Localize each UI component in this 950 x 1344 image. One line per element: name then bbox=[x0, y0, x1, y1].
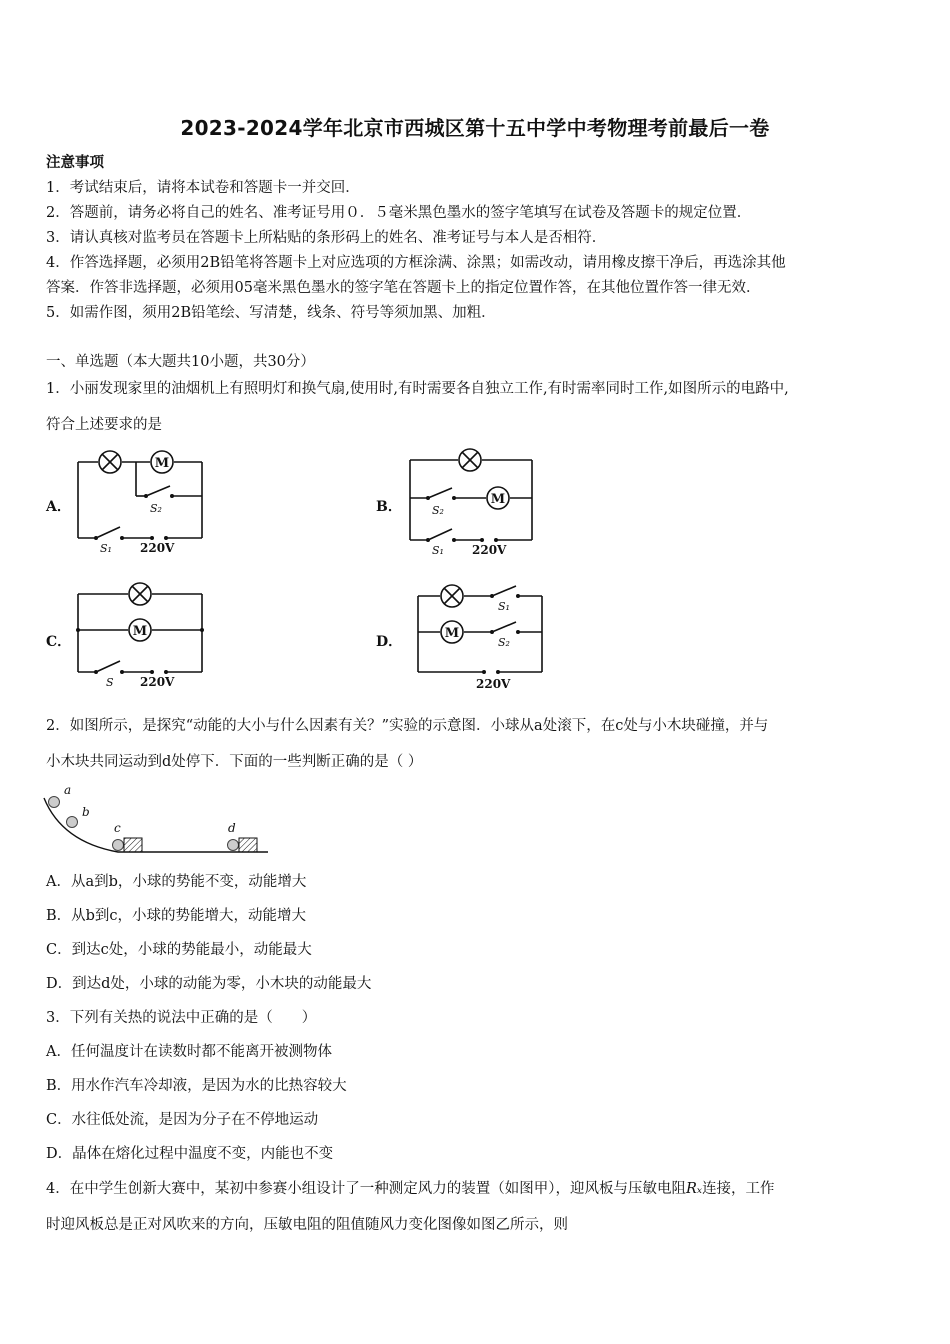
notice-item: 2．答题前，请务必将自己的姓名、准考证号用０．５毫米黑色墨水的签字笔填写在试卷及答题卡的规定位置． bbox=[46, 205, 752, 221]
switch-s2-label: S₂ bbox=[150, 502, 162, 515]
voltage-label: 220V bbox=[476, 677, 511, 691]
q1-option-b-label: B． bbox=[376, 499, 402, 515]
circuit-a-diagram bbox=[70, 444, 210, 558]
q3-stem: 3．下列有关热的说法中正确的是（ ） bbox=[46, 1010, 317, 1026]
switch-s2-label: S₂ bbox=[432, 504, 444, 517]
q4-stem bbox=[46, 1177, 775, 1198]
motor-label: M bbox=[132, 624, 148, 639]
q4-stem-part1: 4．在中学生创新大赛中，某初中参赛小组设计了一种测定风力的装置（如图甲），迎风板与压敏电阻 bbox=[46, 1181, 686, 1197]
q2-option-b: B．从b到c，小球的势能增大，动能增大 bbox=[46, 908, 307, 924]
q4-stem-cont: 时迎风板总是正对风吹来的方向，压敏电阻的阻值随风力变化图像如图乙所示，则 bbox=[46, 1217, 568, 1233]
notice-item: 3．请认真核对监考员在答题卡上所粘贴的条形码上的姓名、准考证号与本人是否相符． bbox=[46, 230, 607, 246]
q2-stem-cont: 小木块共同运动到d处停下．下面的一些判断正确的是（ ） bbox=[46, 754, 423, 770]
label-b: b bbox=[82, 805, 90, 819]
q4-stem-part2: 连接，工作 bbox=[702, 1181, 775, 1197]
notice-item: 1．考试结束后，请将本试卷和答题卡一并交回． bbox=[46, 180, 360, 196]
switch-s1-label: S₁ bbox=[432, 544, 444, 557]
notice-item: 4．作答选择题，必须用2B铅笔将答题卡上对应选项的方框涂满、涂黑；如需改动，请用橡皮擦干净后，再选涂其他 bbox=[46, 255, 786, 271]
notice-item: 5．如需作图，须用2B铅笔绘、写清楚，线条、符号等须加黑、加粗． bbox=[46, 305, 496, 321]
voltage-label: 220V bbox=[472, 543, 507, 557]
voltage-label: 220V bbox=[140, 541, 175, 555]
switch-s1-label: S₁ bbox=[100, 542, 112, 555]
q2-option-a: A．从a到b，小球的势能不变，动能增大 bbox=[46, 874, 307, 890]
voltage-label: 220V bbox=[140, 675, 175, 689]
q3-option-b: B．用水作汽车冷却液，是因为水的比热容较大 bbox=[46, 1078, 347, 1094]
q1-stem: 1．小丽发现家里的油烟机上有照明灯和换气扇,使用时,有时需要各自独立工作,有时需率同时工作,如图所示的电路中, bbox=[46, 381, 789, 397]
rx-symbol: Rₓ bbox=[685, 1181, 703, 1197]
q2-option-c: C．到达c处，小球的势能最小，动能最大 bbox=[46, 942, 312, 958]
q1-option-d-label: D． bbox=[376, 634, 403, 650]
section-heading: 一、单选题（本大题共10小题，共30分） bbox=[46, 354, 315, 370]
switch-s2-label: S₂ bbox=[498, 636, 510, 649]
page-title: 2023-2024学年北京市西城区第十五中学中考物理考前最后一卷 bbox=[180, 116, 770, 140]
q1-option-c-label: C． bbox=[46, 634, 72, 650]
label-c: c bbox=[114, 821, 121, 835]
q1-stem-cont: 符合上述要求的是 bbox=[46, 417, 162, 433]
motor-label: M bbox=[490, 492, 506, 507]
q3-option-d: D．晶体在熔化过程中温度不变，内能也不变 bbox=[46, 1146, 334, 1162]
q1-option-a-label: A． bbox=[46, 499, 71, 515]
circuit-c-diagram bbox=[70, 578, 212, 694]
switch-s-label: S bbox=[106, 676, 114, 689]
label-a: a bbox=[64, 783, 72, 797]
q2-ramp-diagram bbox=[40, 782, 272, 856]
q3-option-a: A．任何温度计在读数时都不能离开被测物体 bbox=[46, 1044, 332, 1060]
circuit-b-diagram bbox=[402, 444, 542, 558]
q3-option-c: C．水往低处流，是因为分子在不停地运动 bbox=[46, 1112, 319, 1128]
circuit-d-diagram bbox=[410, 578, 550, 694]
q2-option-d: D．到达d处，小球的动能为零，小木块的动能最大 bbox=[46, 976, 372, 992]
label-d: d bbox=[228, 821, 236, 835]
notice-heading: 注意事项 bbox=[46, 154, 104, 171]
motor-label: M bbox=[154, 456, 170, 471]
notice-item: 答案．作答非选择题，必须用05毫米黑色墨水的签字笔在答题卡上的指定位置作答，在其他位置作答一律无效． bbox=[46, 280, 761, 296]
switch-s1-label: S₁ bbox=[498, 600, 510, 613]
motor-label: M bbox=[444, 626, 460, 641]
q2-stem: 2．如图所示，是探究“动能的大小与什么因素有关？”实验的示意图．小球从a处滚下，在c处与小木块碰撞，并与 bbox=[46, 718, 769, 734]
